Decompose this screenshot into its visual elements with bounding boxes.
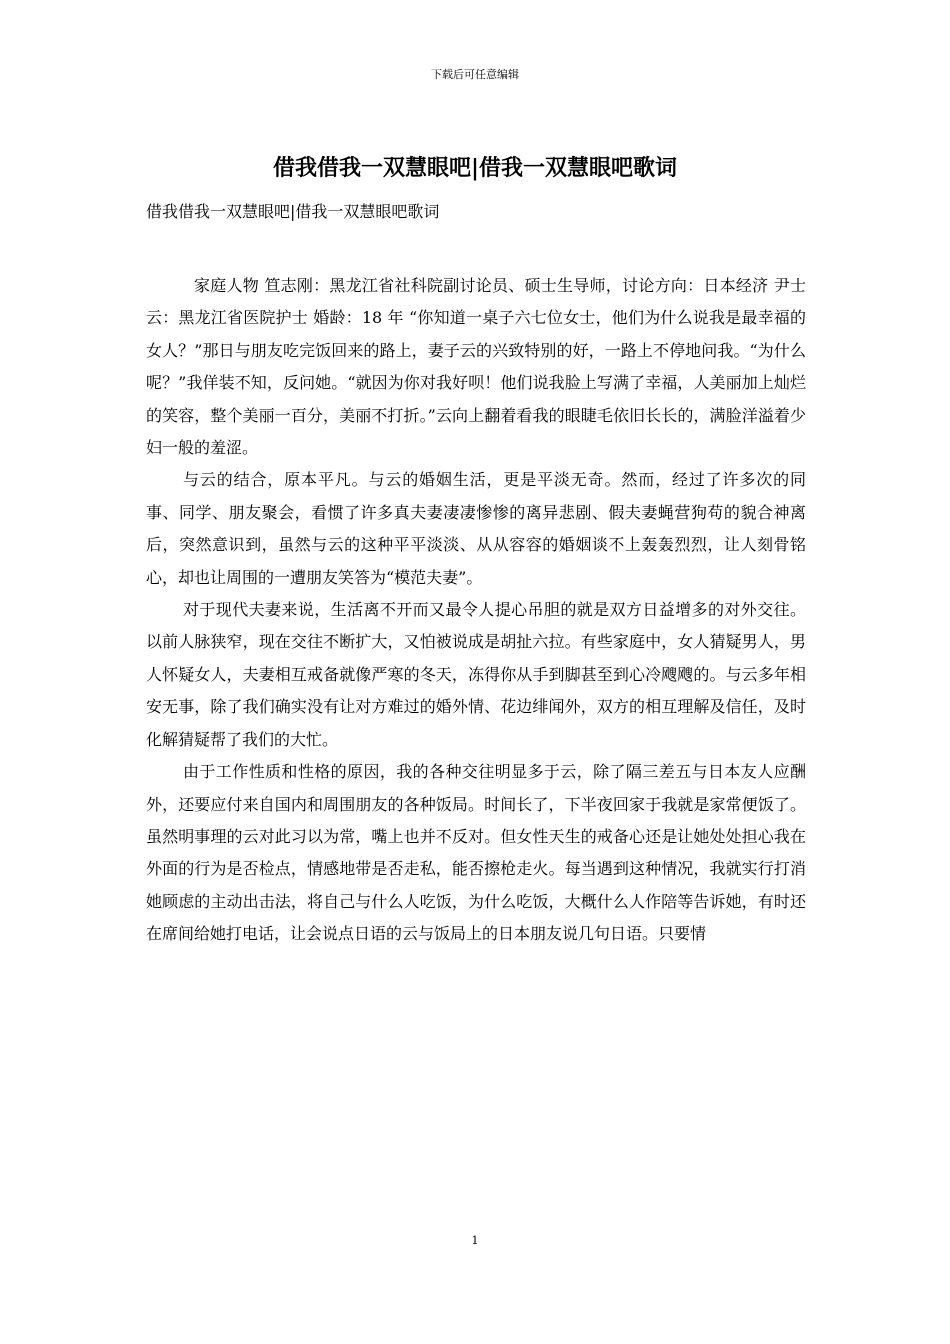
paragraph: 家庭人物 笪志刚：黑龙江省社科院副讨论员、硕士生导师，讨论方向：日本经济 尹士云：黑龙江省医院护士 婚龄：18 年 “你知道一桌子六七位女士，他们为什么说我是最幸福的女人？”那日与朋友吃完饭回来的路上，妻子云的兴致特别的好，一路上不停地问我。“为什么呢？”我佯装不知，反问她。“就因为你对我好呗！他们说我脸上写满了幸福，人美丽加上灿烂的笑容，整个美丽一百分，美丽不打折。”云向上翻着看我的眼睫毛依旧长长的，满脸洋溢着少妇一般的羞涩。: [146, 276, 806, 458]
document-subtitle: 借我借我一双慧眼吧|借我一双慧眼吧歌词: [146, 202, 440, 221]
header-note: 下载后可任意编辑: [431, 68, 519, 81]
page-number: 1: [471, 1234, 479, 1247]
paragraph: 对于现代夫妻来说，生活离不开而又最令人提心吊胆的就是双方日益增多的对外交往。以前人脉狭窄，现在交往不断扩大，又怕被说成是胡扯六拉。有些家庭中，女人猜疑男人，男人怀疑女人，夫妻相互戒备就像严寒的冬天，冻得你从手到脚甚至到心冷飕飕的。与云多年相安无事，除了我们确实没有让对方难过的婚外情、花边绯闻外，双方的相互理解及信任，及时化解猜疑帮了我们的大忙。: [146, 600, 806, 749]
article-body: [146, 270, 806, 951]
paragraph: 由于工作性质和性格的原因，我的各种交往明显多于云，除了隔三差五与日本友人应酬外，还要应付来自国内和周围朋友的各种饭局。时间长了，下半夜回家于我就是家常便饭了。虽然明事理的云对此习以为常，嘴上也并不反对。但女性天生的戒备心还是让她处处担心我在外面的行为是否检点，情感地带是否走私，能否擦枪走火。每当遇到这种情况，我就实行打消她顾虑的主动出击法，将自己与什么人吃饭，为什么吃饭，大概什么人作陪等告诉她，有时还在席间给她打电话，让会说点日语的云与饭局上的日本朋友说几句日语。只要情: [146, 762, 806, 944]
paragraph: 与云的结合，原本平凡。与云的婚姻生活，更是平淡无奇。然而，经过了许多次的同事、同学、朋友聚会，看惯了许多真夫妻凄凄惨惨的离异悲剧、假夫妻蝇营狗苟的貌合神离后，突然意识到，虽然与云的这种平平淡淡、从从容容的婚姻谈不上轰轰烈烈，让人刻骨铭心，却也让周围的一遭朋友笑答为“模范夫妻”。: [146, 470, 806, 587]
document-title: 借我借我一双慧眼吧|借我一双慧眼吧歌词: [272, 155, 677, 181]
